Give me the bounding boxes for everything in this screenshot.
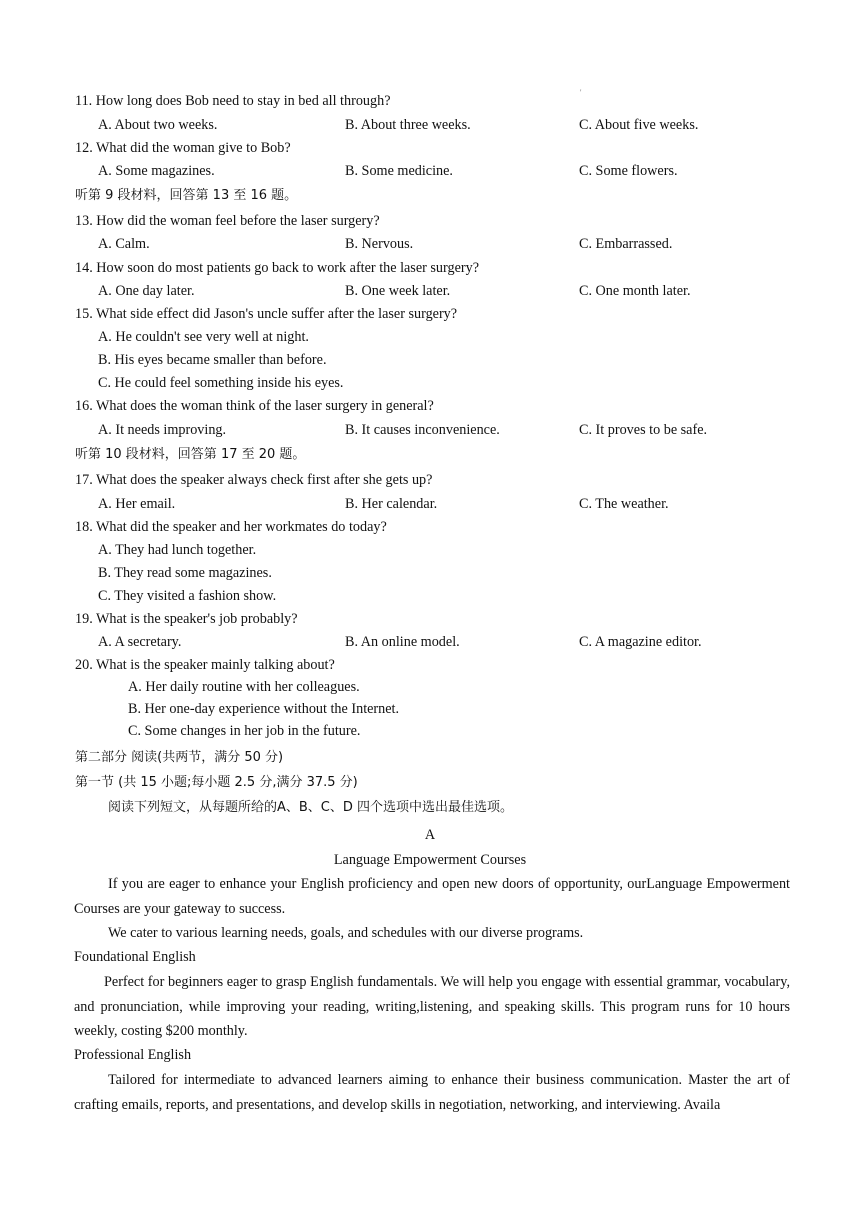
q19-option-c: C. A magazine editor.: [579, 634, 702, 650]
q15-option-c: C. He could feel something inside his eyes.: [98, 375, 344, 391]
reading-instruction: 阅读下列短文，从每题所给的A、B、C、D 四个选项中选出最佳选项。: [108, 800, 514, 815]
question-20: 20. What is the speaker mainly talking about?: [75, 657, 335, 673]
subheading-professional: Professional English: [74, 1047, 192, 1063]
q12-option-c: C. Some flowers.: [579, 163, 678, 179]
q13-option-b: B. Nervous.: [345, 236, 414, 252]
question-17: 17. What does the speaker always check first after she gets up?: [75, 472, 433, 488]
q18-option-a: A. They had lunch together.: [98, 542, 257, 558]
q18-option-c: C. They visited a fashion show.: [98, 588, 277, 604]
passage-paragraph-3: Perfect for beginners eager to grasp English fundamentals. We will help you engage with essential grammar, vocabulary, and pronunciation, while improving your reading, writing,listening, and speaking skills. This program runs for 10 hours weekly, costing $200 monthly.: [74, 974, 790, 1039]
question-19: 19. What is the speaker's job probably?: [75, 611, 298, 627]
q15-option-b: B. His eyes became smaller than before.: [98, 352, 327, 368]
q17-option-c: C. The weather.: [579, 496, 669, 512]
q20-option-b: B. Her one-day experience without the Internet.: [128, 701, 400, 717]
section-9-instruction: 听第 9 段材料，回答第 13 至 16 题。: [75, 188, 298, 203]
part-2-heading: 第二部分 阅读(共两节，满分 50 分): [75, 750, 284, 765]
corner-mark: ': [580, 88, 582, 97]
q19-option-b: B. An online model.: [345, 634, 460, 650]
q17-option-a: A. Her email.: [98, 496, 176, 512]
q11-option-a: A. About two weeks.: [98, 117, 218, 133]
question-11: 11. How long does Bob need to stay in bed all through?: [75, 93, 391, 109]
q20-option-c: C. Some changes in her job in the future.: [128, 723, 361, 739]
subheading-foundational: Foundational English: [74, 949, 196, 965]
q19-option-a: A. A secretary.: [98, 634, 182, 650]
q12-option-b: B. Some medicine.: [345, 163, 453, 179]
passage-paragraph-2: We cater to various learning needs, goals, and schedules with our diverse programs.: [108, 925, 584, 941]
question-16: 16. What does the woman think of the laser surgery in general?: [75, 398, 434, 414]
q18-option-b: B. They read some magazines.: [98, 565, 272, 581]
passage-letter: A: [424, 827, 436, 843]
passage-title: Language Empowerment Courses: [333, 852, 527, 868]
q14-option-a: A. One day later.: [98, 283, 195, 299]
q15-option-a: A. He couldn't see very well at night.: [98, 329, 309, 345]
q12-option-a: A. Some magazines.: [98, 163, 215, 179]
q11-option-b: B. About three weeks.: [345, 117, 471, 133]
question-13: 13. How did the woman feel before the laser surgery?: [75, 213, 380, 229]
section-1-heading: 第一节 (共 15 小题;每小题 2.5 分,满分 37.5 分): [75, 775, 358, 790]
question-15: 15. What side effect did Jason's uncle suffer after the laser surgery?: [75, 306, 458, 322]
question-18: 18. What did the speaker and her workmates do today?: [75, 519, 387, 535]
q14-option-b: B. One week later.: [345, 283, 451, 299]
q13-option-c: C. Embarrassed.: [579, 236, 673, 252]
question-14: 14. How soon do most patients go back to work after the laser surgery?: [75, 260, 479, 276]
section-10-instruction: 听第 10 段材料，回答第 17 至 20 题。: [75, 447, 306, 462]
q20-option-a: A. Her daily routine with her colleagues.: [128, 679, 360, 695]
q16-option-c: C. It proves to be safe.: [579, 422, 708, 438]
passage-paragraph-1: If you are eager to enhance your English proficiency and open new doors of opportunity, ourLanguage Empowerment Courses are your gateway to success.: [74, 876, 790, 917]
q16-option-a: A. It needs improving.: [98, 422, 227, 438]
q17-option-b: B. Her calendar.: [345, 496, 438, 512]
q14-option-c: C. One month later.: [579, 283, 691, 299]
q16-option-b: B. It causes inconvenience.: [345, 422, 500, 438]
passage-paragraph-4: Tailored for intermediate to advanced learners aiming to enhance their business communication. Master the art of crafting emails, reports, and presentations, and develop skills in negotiation, networking, and interviewing. Availa: [74, 1072, 790, 1113]
q11-option-c: C. About five weeks.: [579, 117, 699, 133]
q13-option-a: A. Calm.: [98, 236, 150, 252]
question-12: 12. What did the woman give to Bob?: [75, 140, 291, 156]
